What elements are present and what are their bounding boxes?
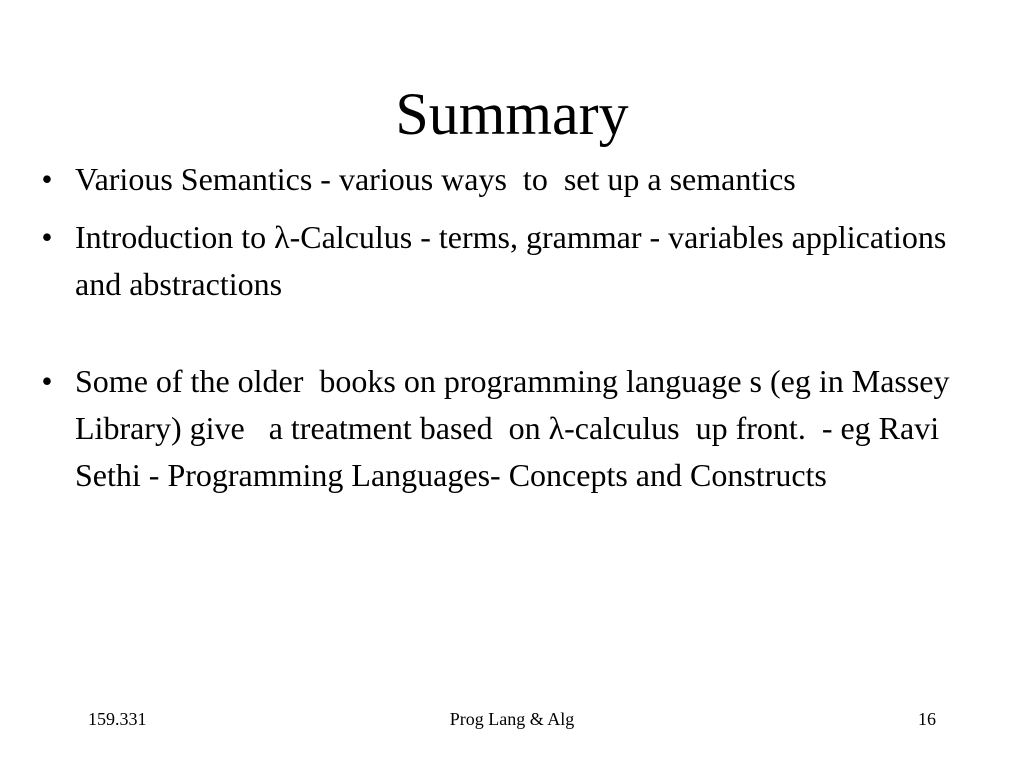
bullet-text: Some of the older books on programming language s (eg in Massey Library) give a treatment based on λ-calculus up front. - eg Ravi Sethi - Programming Languages- Concepts and Constructs — [75, 363, 958, 493]
bullet-marker: • — [41, 363, 53, 399]
footer-course-name: Prog Lang & Alg — [449, 709, 575, 729]
bullet-text: Various Semantics - various ways to set up a semantics — [75, 161, 796, 197]
bullet-list — [32, 156, 982, 499]
footer-page-number: 16 — [918, 709, 936, 729]
bullet-text: Introduction to λ-Calculus - terms, grammar - variables applications and abstractions — [75, 219, 955, 302]
bullet-item — [32, 358, 982, 499]
slide-title: Summary — [395, 81, 629, 147]
bullet-item — [32, 156, 982, 203]
bullet-marker: • — [41, 219, 53, 255]
footer-course-code: 159.331 — [88, 709, 147, 729]
bullet-marker: • — [41, 161, 53, 197]
bullet-item — [32, 214, 982, 308]
